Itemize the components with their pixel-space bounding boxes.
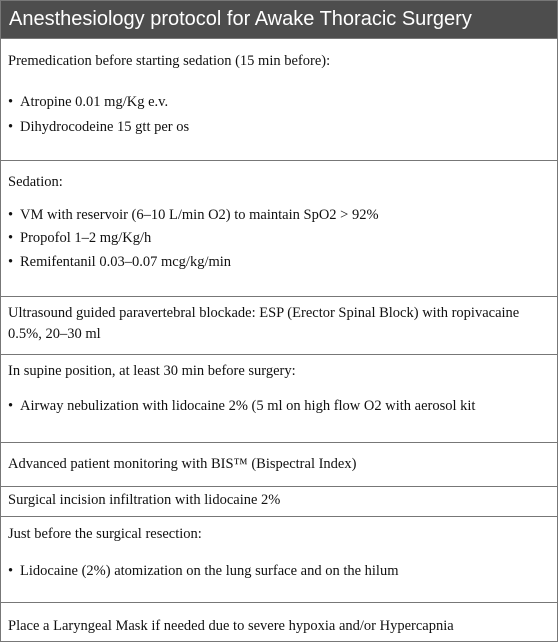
blockade-text: Ultrasound guided paravertebral blockade: ESP (Erector Spinal Block) with ropivacaine 0.5%, 20–30 ml — [8, 305, 520, 342]
list-item: • Dihydrocodeine 15 gtt per os — [8, 119, 190, 135]
sedation-heading: Sedation: — [8, 174, 63, 190]
monitoring-section — [1, 442, 557, 486]
monitoring-text: Advanced patient monitoring with BIS™ (Bispectral Index) — [8, 456, 357, 472]
list-item: • Airway nebulization with lidocaine 2% (5 ml on high flow O2 with aerosol kit — [8, 398, 476, 414]
premedication-heading: Premedication before starting sedation (15 min before): — [8, 53, 331, 69]
bullet-icon: • — [8, 119, 14, 135]
list-item: • Propofol 1–2 mg/Kg/h — [8, 230, 152, 246]
list-item: • Lidocaine (2%) atomization on the lung surface and on the hilum — [8, 563, 399, 579]
infiltration-text: Surgical incision infiltration with lidocaine 2% — [8, 492, 281, 508]
list-item: • Atropine 0.01 mg/Kg e.v. — [8, 94, 169, 110]
blockade-section — [1, 296, 557, 354]
bullet-icon: • — [8, 254, 14, 270]
supine-section — [1, 354, 557, 442]
bullet-icon: • — [8, 207, 14, 223]
table-title: Anesthesiology protocol for Awake Thoracic Surgery — [1, 1, 557, 38]
resection-section — [1, 516, 557, 602]
bullet-icon: • — [8, 230, 14, 246]
mask-text: Place a Laryngeal Mask if needed due to severe hypoxia and/or Hypercapnia — [8, 618, 454, 634]
list-item: • VM with reservoir (6–10 L/min O2) to maintain SpO2 > 92% — [8, 207, 379, 223]
bullet-icon: • — [8, 398, 14, 414]
bullet-icon: • — [8, 563, 14, 579]
premedication-section — [1, 38, 557, 160]
sedation-section — [1, 160, 557, 296]
supine-heading: In supine position, at least 30 min before surgery: — [8, 363, 296, 379]
list-item: • Remifentanil 0.03–0.07 mcg/kg/min — [8, 254, 232, 270]
infiltration-section — [1, 486, 557, 516]
resection-heading: Just before the surgical resection: — [8, 526, 202, 542]
mask-section — [1, 602, 557, 641]
bullet-icon: • — [8, 94, 14, 110]
